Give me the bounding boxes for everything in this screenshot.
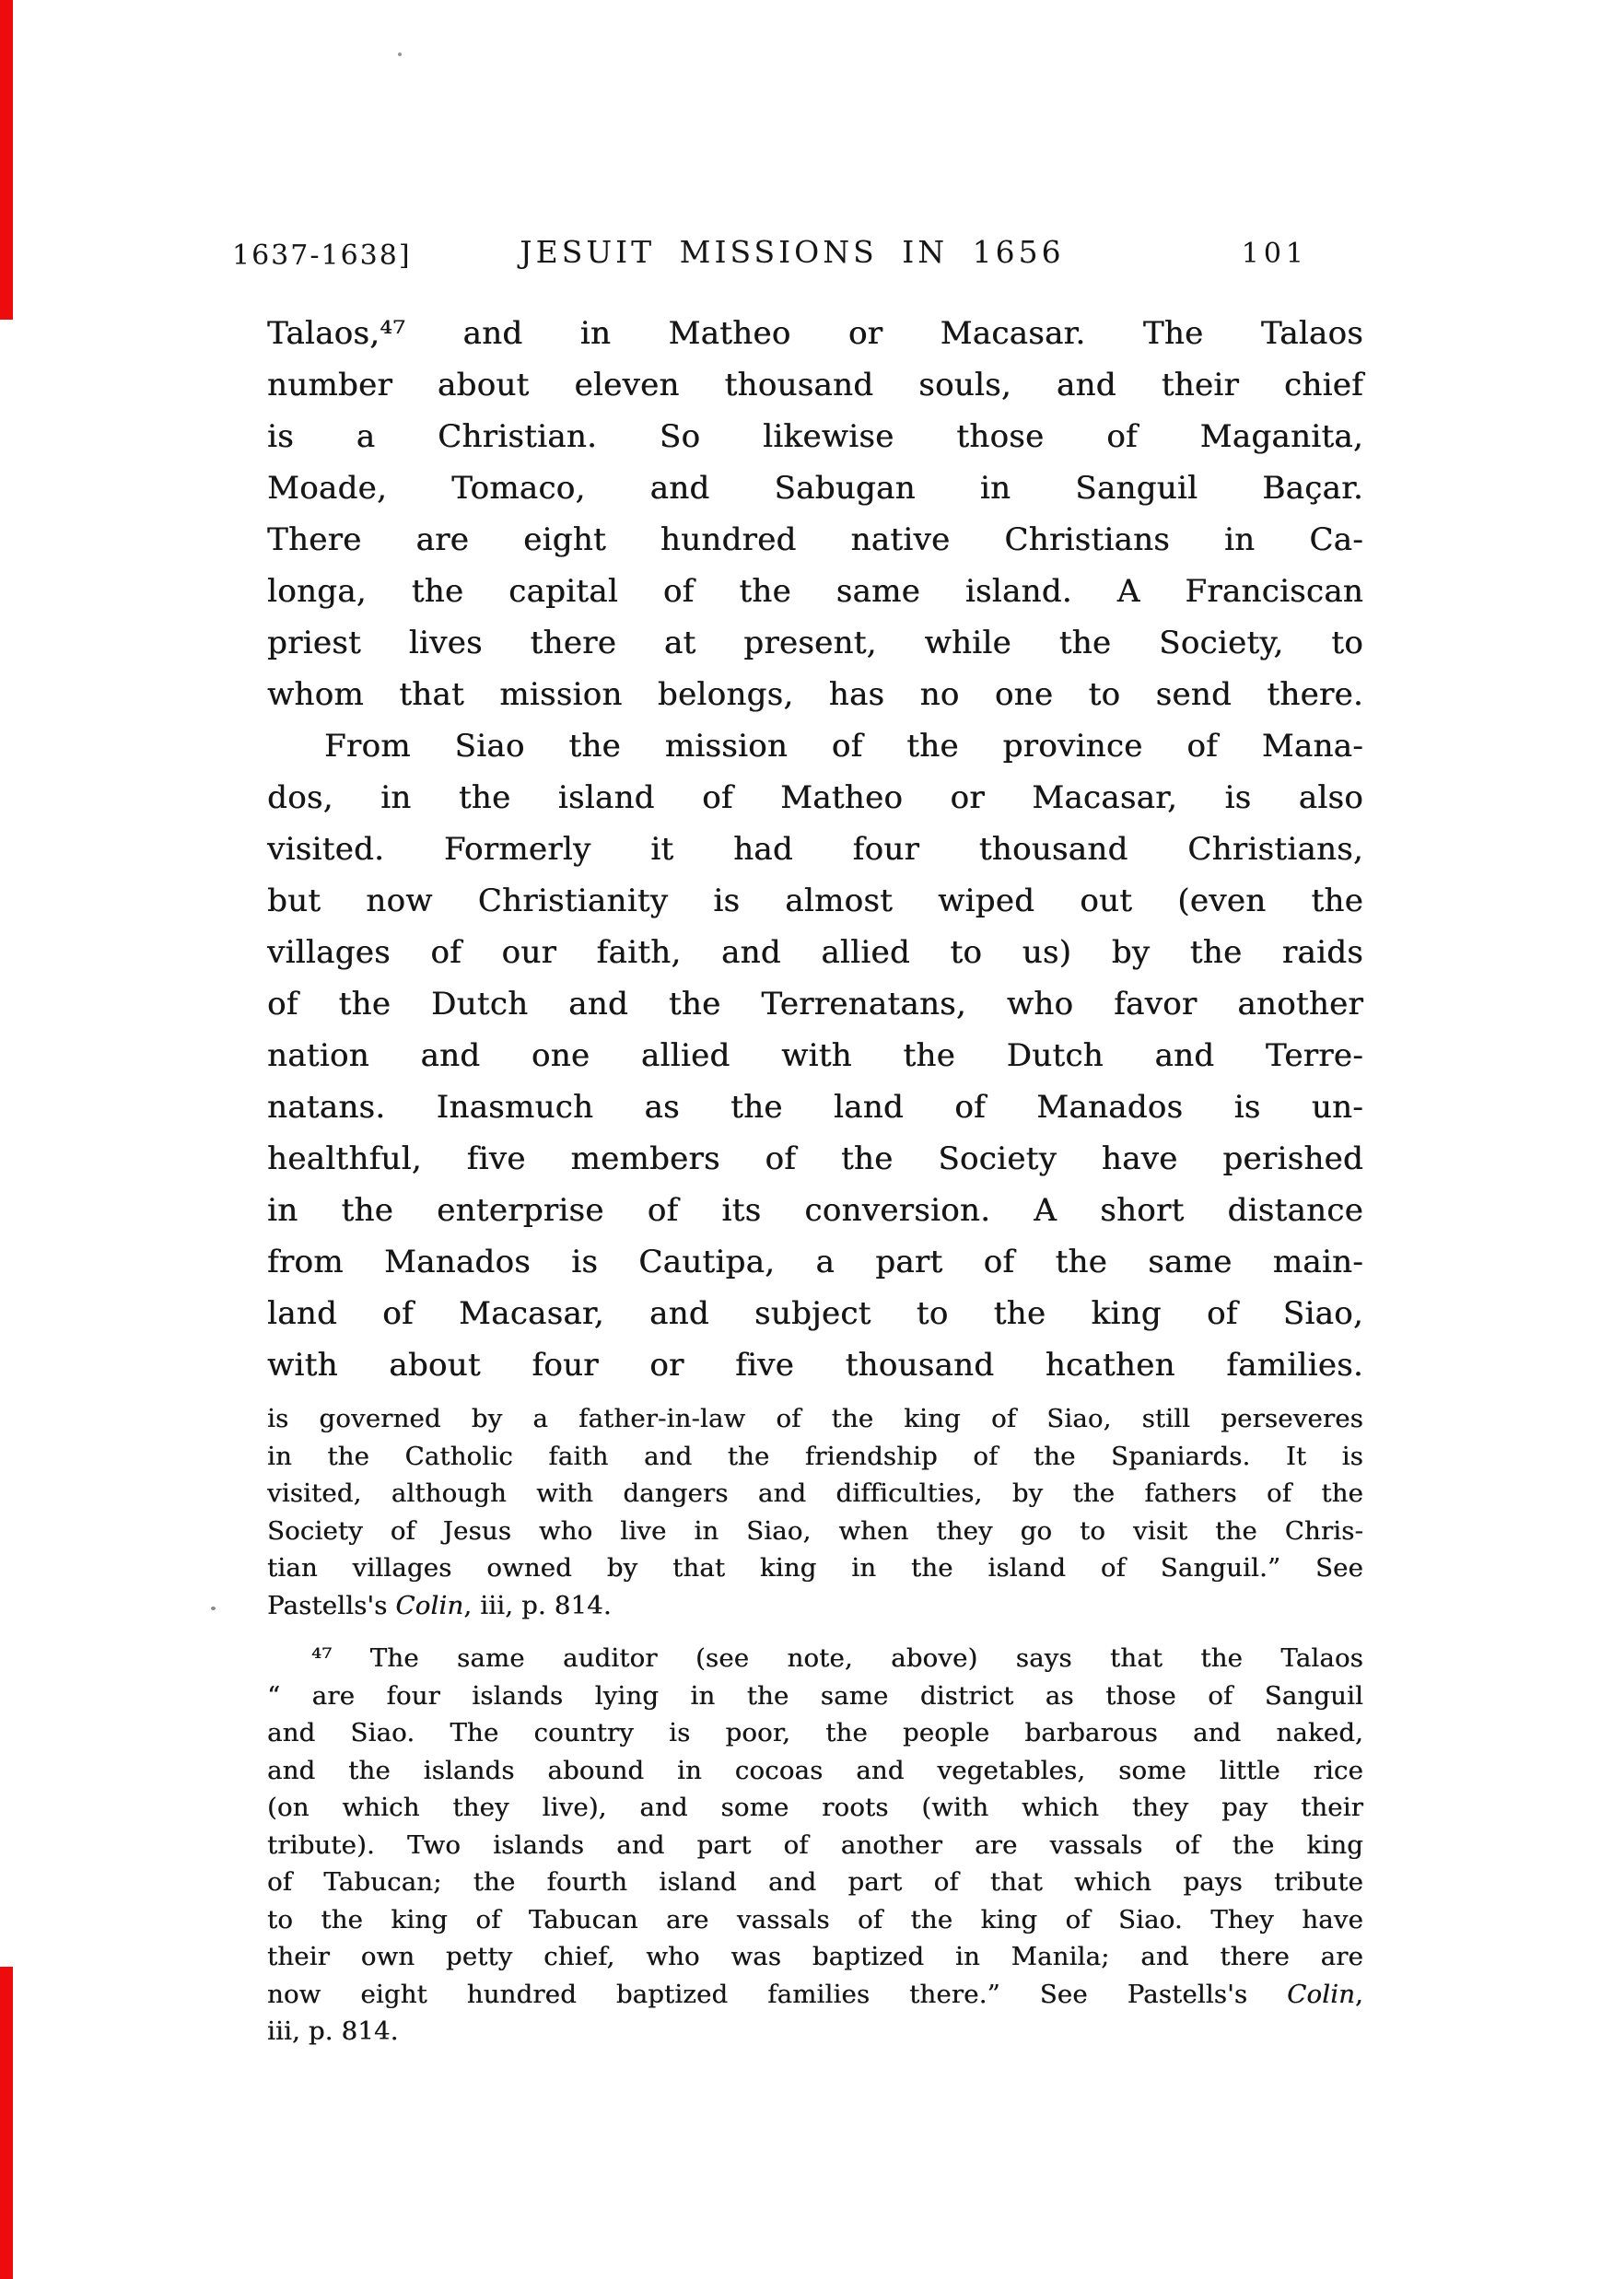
running-header	[221, 230, 1363, 276]
text-line: priest lives there at present, while the Society, to	[267, 625, 1363, 661]
text-line: to the king of Tabucan are vassals of the king of Siao. They have	[267, 1904, 1363, 1934]
text-line: dos, in the island of Matheo or Macasar, is also	[267, 779, 1363, 816]
text-line: tribute). Two islands and part of another are vassals of the king	[267, 1829, 1363, 1860]
text-line: natans. Inasmuch as the land of Manados is un-	[267, 1089, 1363, 1126]
text-line: From Siao the mission of the province of Mana-	[324, 728, 1363, 765]
paragraph-2	[267, 720, 1363, 1391]
text-line: Society of Jesus who live in Siao, when they go to visit the Chris-	[267, 1515, 1363, 1546]
scan-edge-artifact-bottom	[0, 1967, 13, 2279]
text-line: villages of our faith, and allied to us) by the raids	[267, 934, 1363, 971]
text-line: tian villages owned by that king in the island of Sanguil.” See	[267, 1553, 1363, 1583]
text-line: number about eleven thousand souls, and their chief	[267, 367, 1363, 403]
scan-speck	[398, 53, 402, 56]
page-number: 101	[1241, 238, 1308, 270]
text-line: Moade, Tomaco, and Sabugan in Sanguil Baçar.	[267, 470, 1363, 507]
text-line: is governed by a father-in-law of the king of Siao, still perseveres	[267, 1404, 1363, 1433]
paragraph-1	[267, 308, 1363, 720]
text-line: iii, p. 814.	[267, 2016, 399, 2046]
text-line: of Tabucan; the fourth island and part of that which pays tribute	[267, 1867, 1363, 1897]
text-line: Talaos,⁴⁷ and in Matheo or Macasar. The Talaos	[267, 315, 1363, 352]
text-line: visited. Formerly it had four thousand Christians,	[267, 831, 1363, 868]
text-line: with about four or five thousand hcathen families.	[267, 1347, 1363, 1384]
text-line: land of Macasar, and subject to the king of Siao,	[267, 1295, 1363, 1332]
text-line: (on which they live), and some roots (with which they pay their	[267, 1793, 1363, 1822]
text-line: nation and one allied with the Dutch and Terre-	[267, 1037, 1363, 1074]
footnote-47	[267, 1640, 1363, 2051]
text-line: their own petty chief, who was baptized in Manila; and there are	[267, 1942, 1363, 1971]
text-line: and Siao. The country is poor, the people barbarous and naked,	[267, 1718, 1363, 1747]
text-line: now eight hundred baptized families there.” See Pastells's Colin,	[267, 1979, 1363, 2009]
scan-edge-artifact-top	[0, 0, 13, 320]
text-line: in the enterprise of its conversion. A short distance	[267, 1192, 1363, 1229]
header-date-range: 1637-1638]	[232, 240, 412, 272]
text-line: visited, although with dangers and difficulties, by the fathers of the	[267, 1478, 1363, 1508]
text-line: ⁴⁷ The same auditor (see note, above) says that the Talaos	[311, 1643, 1363, 1673]
text-line: Pastells's Colin, iii, p. 814.	[267, 1590, 612, 1620]
text-line: “ are four islands lying in the same district as those of Sanguil	[267, 1680, 1363, 1711]
scan-speck	[211, 1607, 216, 1610]
text-line: There are eight hundred native Christians in Ca-	[267, 521, 1363, 558]
text-line: whom that mission belongs, has no one to send there.	[267, 676, 1363, 713]
text-line: and the islands abound in cocoas and vegetables, some little rice	[267, 1755, 1363, 1785]
footnote-continuation	[267, 1400, 1363, 1624]
main-text	[267, 308, 1363, 1391]
text-line: of the Dutch and the Terrenatans, who favor another	[267, 986, 1363, 1023]
text-line: healthful, five members of the Society have perished	[267, 1140, 1363, 1177]
text-line: longa, the capital of the same island. A Franciscan	[267, 573, 1363, 610]
footnotes-section	[267, 1400, 1363, 2051]
text-line: from Manados is Cautipa, a part of the same main-	[267, 1244, 1363, 1280]
header-title: JESUIT MISSIONS IN 1656	[520, 234, 1065, 270]
text-line: is a Christian. So likewise those of Maganita,	[267, 418, 1363, 455]
text-line: in the Catholic faith and the friendship of the Spaniards. It is	[267, 1441, 1363, 1471]
text-line: but now Christianity is almost wiped out (even the	[267, 882, 1363, 919]
